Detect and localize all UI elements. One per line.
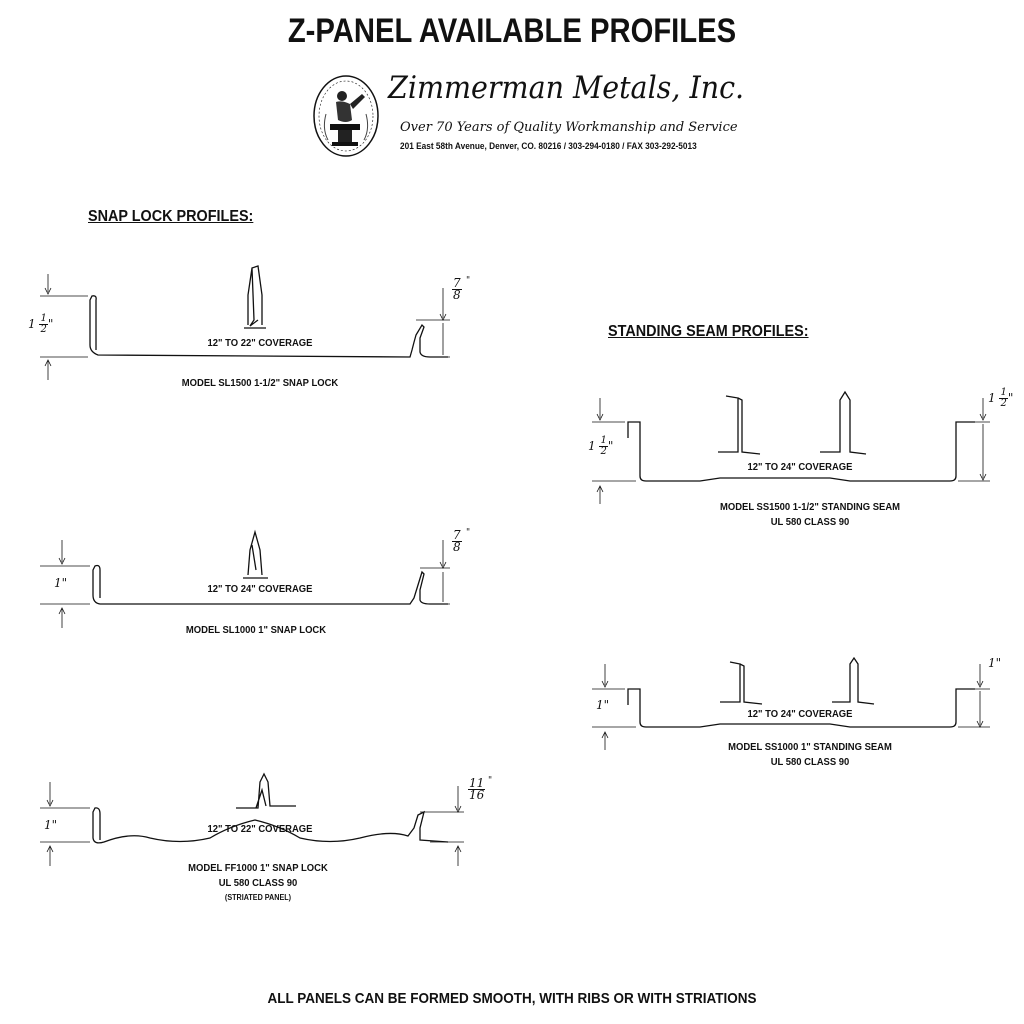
sl1000-model: MODEL SL1000 1" SNAP LOCK	[185, 624, 327, 636]
ss1500-left-den: 2	[600, 446, 607, 457]
sl1500-left-den: 2	[40, 324, 47, 335]
ss1500-right-whole: 1	[988, 391, 996, 405]
company-tagline: Over 70 Years of Quality Workmanship and Service	[400, 120, 738, 135]
ss1500-rating: UL 580 CLASS 90	[770, 516, 850, 528]
sl1000-right-height	[452, 530, 462, 553]
ff1000-note: (STRIATED PANEL)	[224, 893, 292, 902]
snap-lock-heading: SNAP LOCK PROFILES:	[88, 208, 254, 225]
sl1500-right-unit: "	[466, 276, 471, 286]
sl1000-coverage: 12" TO 24" COVERAGE	[207, 583, 313, 595]
ss1000-rating: UL 580 CLASS 90	[770, 756, 850, 768]
ss1500-left-unit: "	[607, 439, 614, 453]
sl1500-profile	[40, 266, 450, 380]
sl1000-right-unit: "	[466, 528, 471, 538]
ss1000-right-height: 1"	[988, 656, 1002, 670]
ss1500-right-height	[988, 388, 1022, 409]
ss1500-coverage: 12" TO 24" COVERAGE	[747, 461, 853, 473]
sl1500-left-unit: "	[47, 317, 54, 331]
sl1000-right-den: 8	[453, 540, 461, 554]
sl1500-coverage: 12" TO 22" COVERAGE	[207, 337, 313, 349]
ff1000-profile	[40, 774, 464, 866]
sl1500-left-whole: 1	[28, 317, 36, 331]
ff1000-right-unit: "	[488, 776, 493, 786]
footer-note: ALL PANELS CAN BE FORMED SMOOTH, WITH RIBS OR WITH STRIATIONS	[267, 990, 757, 1007]
ss1500-right-den: 2	[1000, 398, 1007, 409]
ss1500-model: MODEL SS1500 1-1/2" STANDING SEAM	[719, 501, 901, 513]
ff1000-right-num: 11	[469, 776, 485, 790]
ss1500-left-num: 1	[600, 435, 607, 446]
ss1500-left-whole: 1	[588, 439, 596, 453]
ss1500-right-unit: "	[1007, 391, 1014, 405]
sl1500-right-den: 8	[453, 288, 461, 302]
ff1000-left-height: 1"	[44, 818, 58, 832]
ss1000-left-height: 1"	[596, 698, 610, 712]
ff1000-right-den: 16	[469, 788, 485, 802]
ff1000-rating: UL 580 CLASS 90	[218, 877, 298, 889]
ss1500-profile	[592, 392, 990, 504]
sl1000-left-height: 1"	[54, 576, 68, 590]
sl1500-left-num: 1	[40, 313, 47, 324]
sl1500-right-num: 7	[453, 276, 461, 290]
ff1000-coverage: 12" TO 22" COVERAGE	[207, 823, 313, 835]
sl1000-right-num: 7	[453, 528, 461, 542]
company-name: Zimmerman Metals, Inc.	[388, 70, 745, 106]
ff1000-model: MODEL FF1000 1" SNAP LOCK	[188, 862, 328, 874]
ss1500-right-num: 1	[1000, 387, 1007, 398]
ss1000-profile	[592, 658, 990, 750]
sl1000-profile	[40, 532, 450, 628]
ss1000-model: MODEL SS1000 1" STANDING SEAM	[728, 741, 892, 753]
ss1000-coverage: 12" TO 24" COVERAGE	[747, 708, 853, 720]
standing-seam-heading: STANDING SEAM PROFILES:	[608, 323, 809, 340]
ff1000-right-height	[468, 778, 485, 801]
ss1500-left-height	[588, 436, 628, 457]
company-address: 201 East 58th Avenue, Denver, CO. 80216 / 303-294-0180 / FAX 303-292-5013	[400, 141, 697, 151]
sl1500-right-height	[452, 278, 462, 301]
sl1500-model: MODEL SL1500 1-1/2" SNAP LOCK	[181, 377, 339, 389]
sl1500-left-height	[28, 314, 68, 335]
page-title: Z-PANEL AVAILABLE PROFILES	[287, 12, 737, 50]
